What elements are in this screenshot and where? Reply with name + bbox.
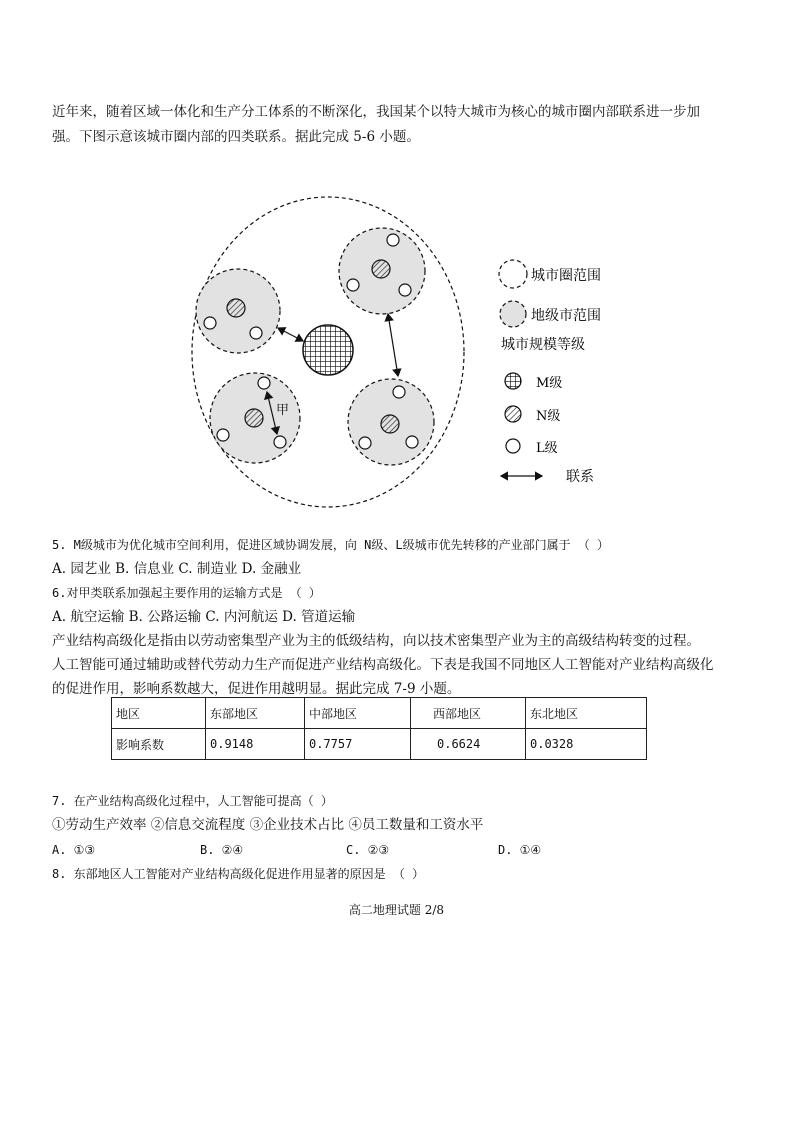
legend-level-title: 城市规模等级 — [501, 337, 585, 353]
legend-l-level: L级 — [536, 441, 558, 456]
table-header-row — [112, 698, 647, 729]
table-header-cell: 西部地区 — [411, 698, 526, 729]
table-header-cell: 东部地区 — [206, 698, 305, 729]
passage2-line-3: 的促进作用，影响系数越大，促进作用越明显。据此完成 7-9 小题。 — [52, 681, 461, 697]
question-6-options: A. 航空运输 B. 公路运输 C. 内河航运 D. 管道运输 — [52, 609, 356, 625]
question-5-stem: 5. M级城市为优化城市空间利用，促进区域协调发展，向 N级、L级城市优先转移的产业部门属于 （ ） — [52, 538, 610, 552]
page-footer: 高二地理试题 2/8 — [348, 903, 445, 917]
link-arrow-m-to-top-left — [278, 328, 303, 341]
table-cell: 0.7757 — [305, 729, 411, 760]
table-row-label: 影响系数 — [112, 729, 206, 760]
passage2-line-2: 人工智能可通过辅助或替代劳动力生产而促进产业结构高级化。下表是我国不同地区人工智能对产业结构高级化 — [52, 657, 714, 673]
question-7-option-c: C. ②③ — [346, 843, 390, 857]
ai-impact-table — [111, 697, 647, 760]
legend-n-level: N级 — [536, 409, 561, 424]
prefecture-city-top-right — [339, 228, 425, 314]
table-cell: 0.0328 — [526, 729, 647, 760]
table-cell: 0.6624 — [411, 729, 526, 760]
link-arrow-top-right-to-bottom-right — [388, 314, 398, 376]
legend-m-level: M级 — [536, 376, 563, 391]
table-header-cell: 地区 — [112, 698, 206, 729]
city-circle-diagram — [190, 196, 630, 516]
question-7-option-d: D. ①④ — [498, 843, 542, 857]
legend-prefecture-range: 地级市范围 — [531, 308, 601, 324]
question-7-option-b: B. ②④ — [200, 843, 244, 857]
question-7-option-a: A. ①③ — [52, 843, 96, 857]
legend — [499, 260, 601, 485]
question-6-stem: 6.对甲类联系加强起主要作用的运输方式是 （ ） — [52, 586, 321, 600]
jia-label: 甲 — [276, 403, 290, 418]
prefecture-city-bottom-right — [348, 379, 434, 465]
question-7-stem: 7. 在产业结构高级化过程中，人工智能可提高（ ） — [52, 794, 333, 808]
passage2-line-1: 产业结构高级化是指由以劳动密集型产业为主的低级结构，向以技术密集型产业为主的高级结构转变的过程。 — [52, 633, 700, 649]
legend-city-circle-range: 城市圈范围 — [531, 268, 601, 284]
intro-line-1: 近年来，随着区域一体化和生产分工体系的不断深化，我国某个以特大城市为核心的城市圈内部联系进一步加 — [52, 104, 700, 120]
table-cell: 0.9148 — [206, 729, 305, 760]
prefecture-city-bottom-left — [210, 373, 300, 463]
table-header-cell: 东北地区 — [526, 698, 647, 729]
table-row — [112, 729, 647, 760]
table-header-cell: 中部地区 — [305, 698, 411, 729]
legend-link: 联系 — [566, 469, 594, 485]
prefecture-city-top-left — [196, 269, 280, 353]
intro-line-2: 强。下图示意该城市圈内部的四类联系。据此完成 5-6 小题。 — [52, 129, 420, 145]
question-8-stem: 8. 东部地区人工智能对产业结构高级化促进作用显著的原因是 （ ） — [52, 867, 425, 881]
question-5-options: A. 园艺业 B. 信息业 C. 制造业 D. 金融业 — [52, 561, 302, 577]
m-level-city — [303, 325, 353, 375]
question-7-items: ①劳动生产效率 ②信息交流程度 ③企业技术占比 ④员工数量和工资水平 — [52, 817, 484, 833]
